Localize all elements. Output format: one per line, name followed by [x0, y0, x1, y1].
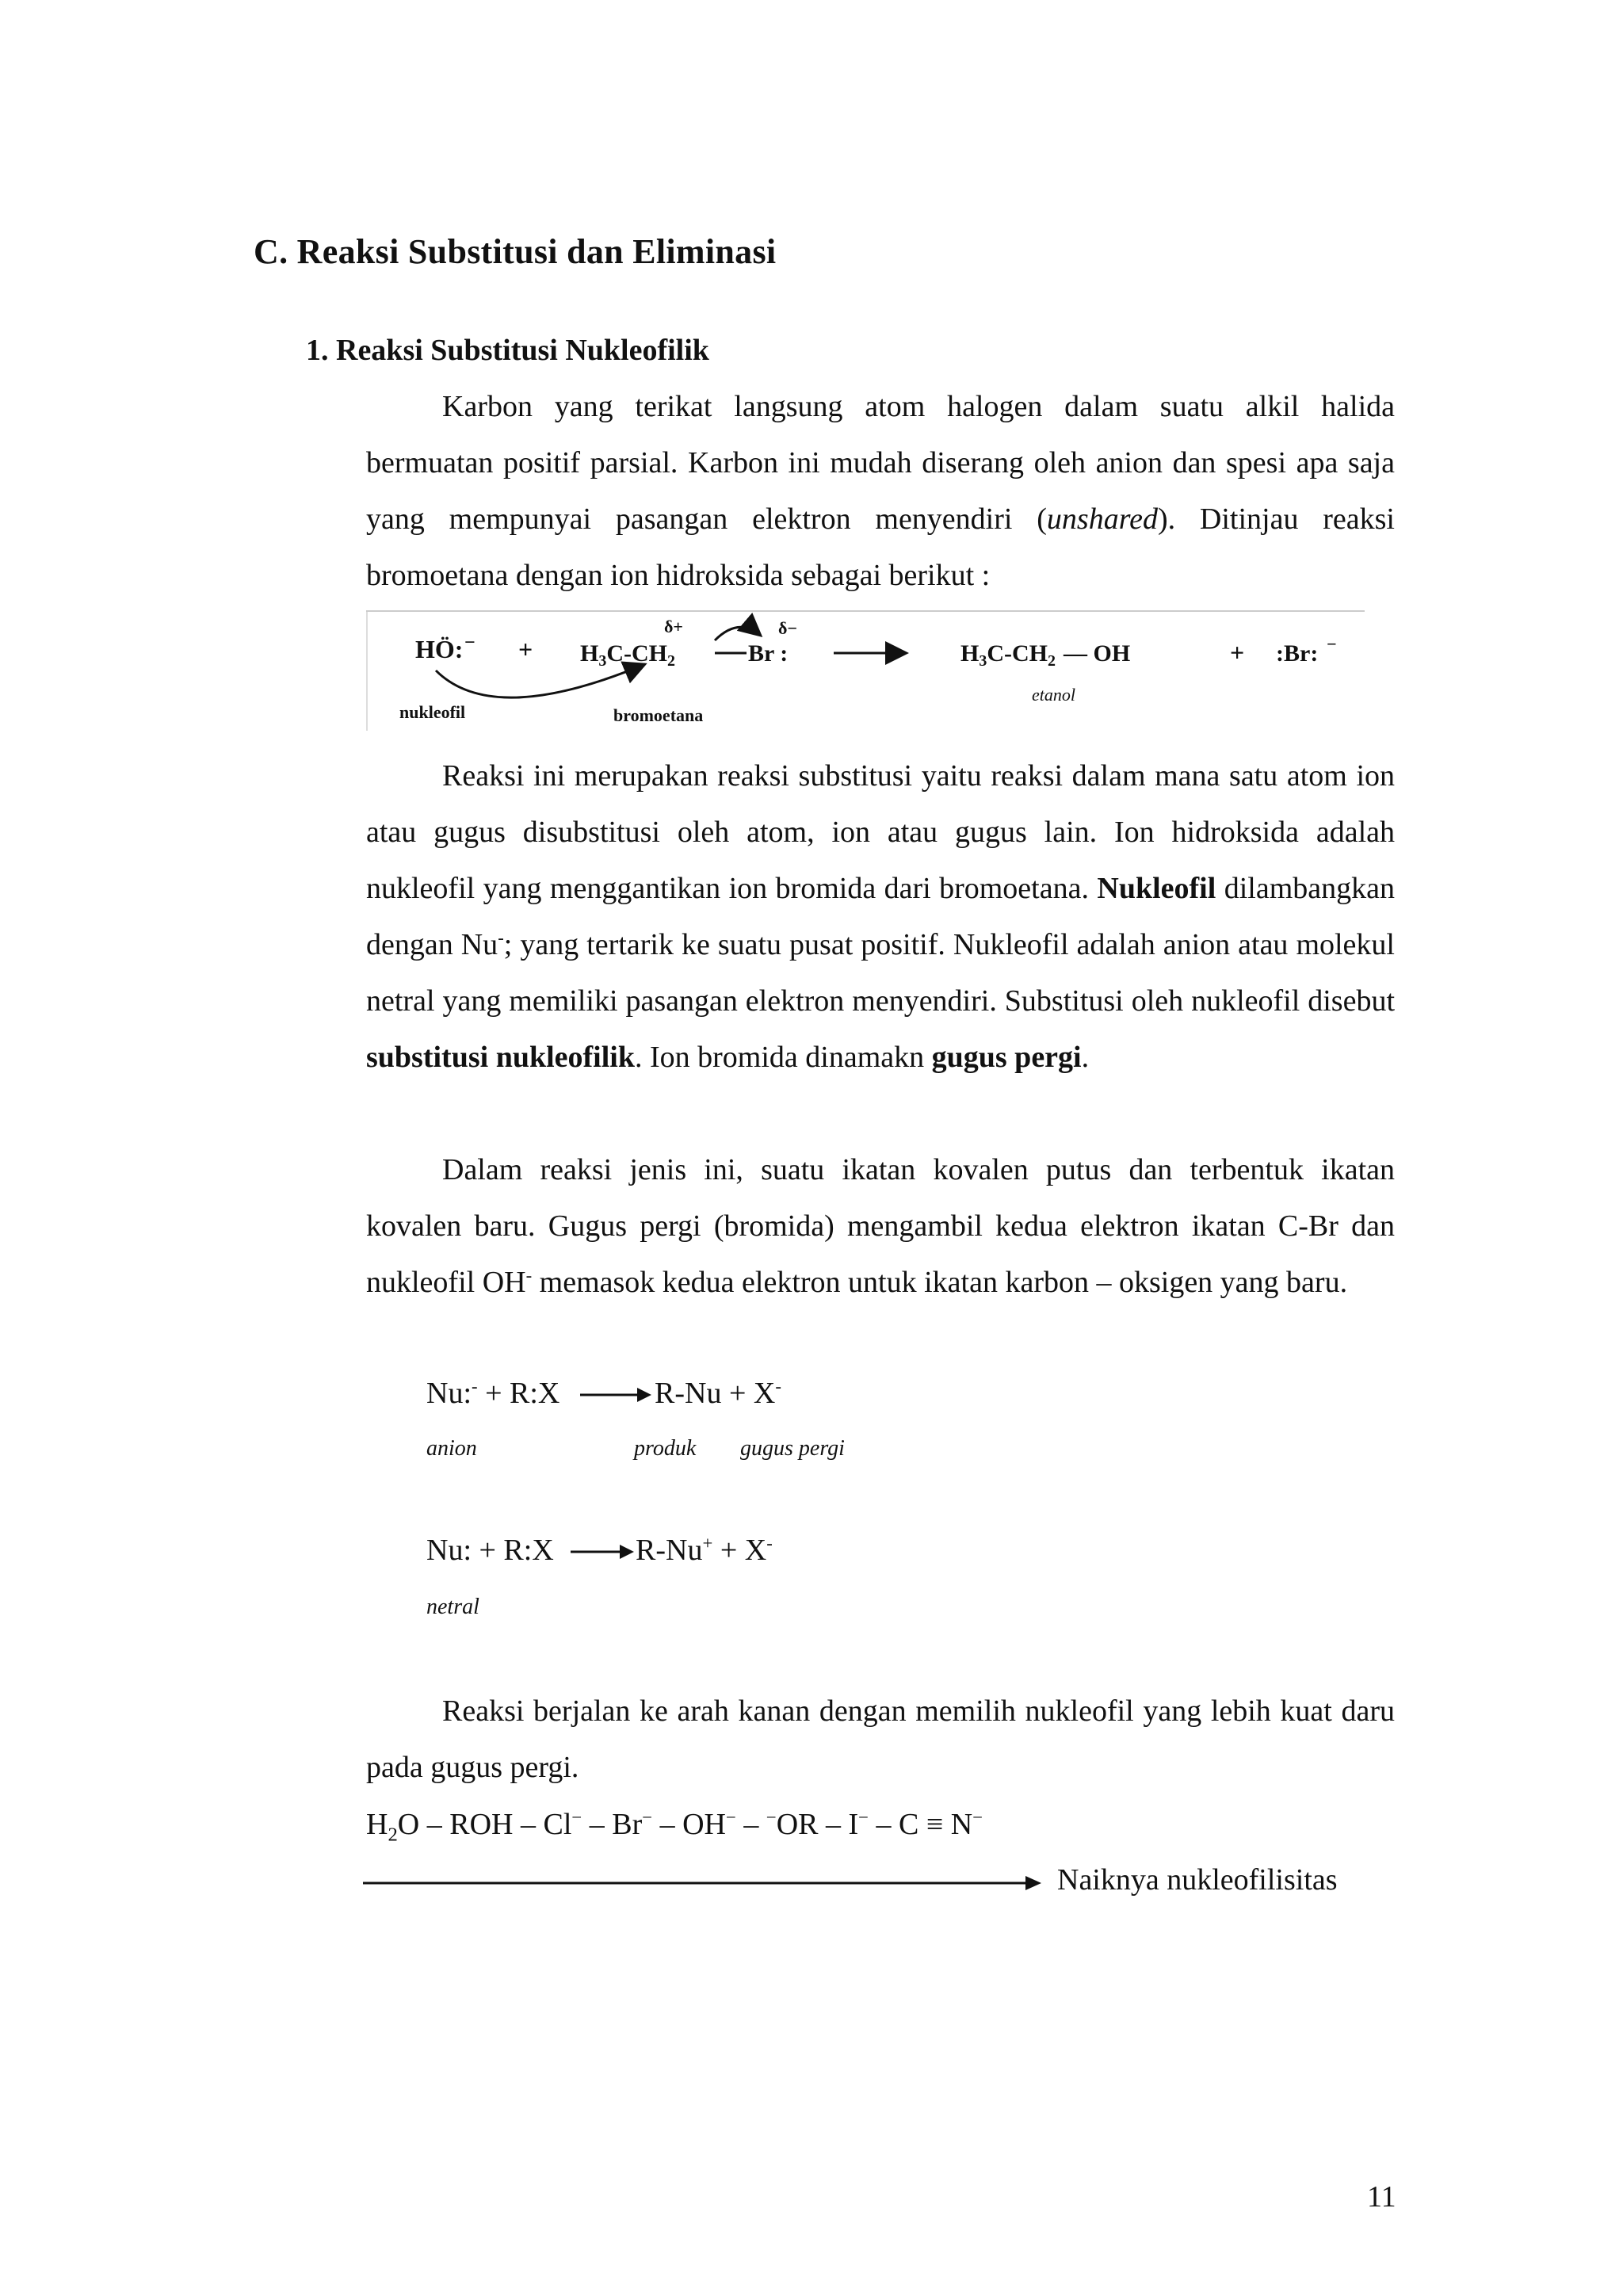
plus-sign-1: + [518, 635, 533, 663]
hydroxide-text: HÖ: [415, 635, 464, 663]
direction-paragraph: Reaksi berjalan ke arah kanan dengan memilih nukleofil yang lebih kuat daru pada gugus pergi. [366, 1694, 1395, 1784]
label-bromoetana: bromoetana [613, 705, 704, 725]
label-etanol: etanol [1032, 685, 1075, 705]
label-nukleofil: nukleofil [399, 702, 466, 722]
section-title: C. Reaksi Substitusi dan Eliminasi [254, 232, 777, 271]
reaction-diagram [366, 609, 1365, 735]
reaction-figure [366, 609, 1365, 735]
nucleophilicity-label: Naiknya nukleofilisitas [1057, 1863, 1338, 1897]
nucleophile-series: $H_2O$ – ROH – Cl− – Br− – OH− – −OR – I− – C ≡ N− [366, 1807, 983, 1846]
delta-plus: δ+ [664, 617, 683, 636]
hydroxide-charge: − [464, 632, 475, 653]
label-produk: produk [634, 1436, 697, 1461]
label-anion: anion [426, 1436, 477, 1461]
delta-minus: δ− [778, 618, 797, 638]
nucleophilicity-arrow [363, 1874, 1044, 1893]
intro-paragraph: Karbon yang terikat langsung atom halogen dalam suatu alkil halida bermuatan positif parsial. Karbon ini mudah diserang oleh anion dan spesi apa saja yang mempunyai pasangan elektron menyendiri (unshared). Ditinjau reaksi bromoetana dengan ion hidroksida sebagai berikut : [366, 390, 1395, 592]
ethanol-text: $H_3C-CH_2$ — OH [960, 640, 1131, 670]
page-number: 11 [1367, 2180, 1396, 2214]
equation-neutral-product: R-Nu+ + X- [636, 1533, 773, 1567]
mechanism-paragraph: Dalam reaksi jenis ini, suatu ikatan kovalen putus dan terbentuk ikatan kovalen baru. Gugus pergi (bromida) mengambil kedua elektron ikatan C-Br dan nukleofil OH- memasok kedua elektron untuk ikatan karbon – oksigen yang baru. [366, 1153, 1395, 1299]
equation-anion: Nu:- + R:X [426, 1376, 560, 1410]
bromoethane-h: $H_3C-CH_2$ [580, 640, 675, 670]
bromide-charge: − [1327, 634, 1337, 654]
equation-neutral: Nu: + R:X [426, 1534, 554, 1567]
bromine-text: Br : [748, 640, 789, 667]
equation-anion-product: R-Nu + X- [655, 1376, 781, 1410]
label-netral: netral [426, 1595, 479, 1619]
explanation-paragraph: Reaksi ini merupakan reaksi substitusi yaitu reaksi dalam mana satu atom ion atau gugus disubstitusi oleh atom, ion atau gugus lain. Ion hidroksida adalah nukleofil yang menggantikan ion bromida dari bromoetana. Nukleofil dilambangkan dengan Nu-; yang tertarik ke suatu pusat positif. Nukleofil adalah anion atau molekul netral yang memiliki pasangan elektron menyendiri. Substitusi oleh nukleofil disebut substitusi nukleofilik. Ion bromida dinamakn gugus pergi. [366, 759, 1395, 1074]
plus-sign-2: + [1230, 638, 1245, 667]
equation-arrow-2 [571, 1542, 636, 1561]
equation-arrow-1 [580, 1385, 653, 1404]
label-gugus-pergi: gugus pergi [740, 1436, 845, 1461]
bromide-text: :Br: [1276, 640, 1319, 667]
subsection-title: 1. Reaksi Substitusi Nukleofilik [306, 334, 709, 367]
